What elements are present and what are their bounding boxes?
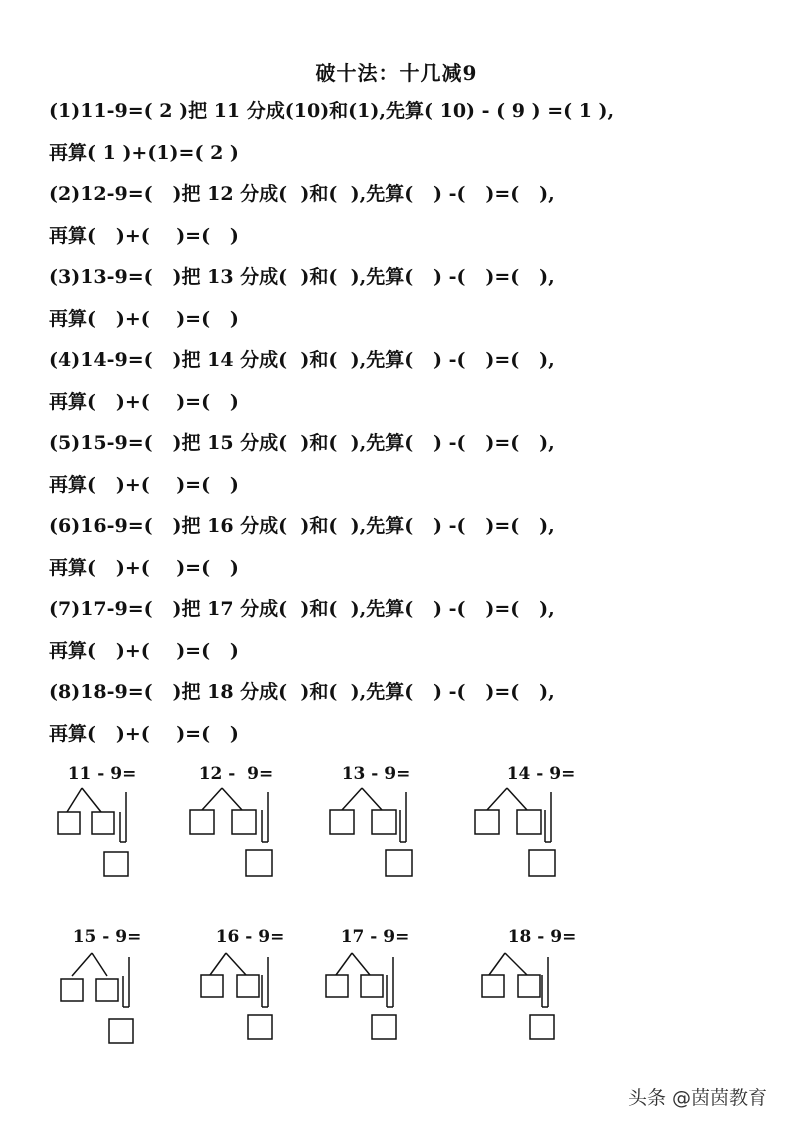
answer-box[interactable] xyxy=(201,975,223,997)
diagram-expression: 15 - 9= xyxy=(72,927,142,947)
diagram-drawing xyxy=(42,764,182,894)
diagram-drawing xyxy=(316,764,456,894)
answer-box[interactable] xyxy=(326,975,348,997)
exercise-1-line-2: 再算( 1 )+(1)=( 2 ) xyxy=(49,142,239,164)
exercise-8-line-2: 再算( )+( )=( ) xyxy=(49,723,239,745)
answer-box[interactable] xyxy=(475,810,499,834)
decomposition-diagram xyxy=(315,927,455,1057)
exercise-1-line-1: (1)11-9=( 2 )把 11 分成(10)和(1),先算( 10) - ( 9 ) =( 1 ), xyxy=(49,100,615,122)
diagram-expression: 11 - 9= xyxy=(67,764,137,784)
diagram-expression: 18 - 9= xyxy=(507,927,577,947)
answer-box[interactable] xyxy=(58,812,80,834)
exercise-6-line-1: (6)16-9=( )把 16 分成( )和( ),先算( ) -( )=( ), xyxy=(49,515,555,537)
answer-box[interactable] xyxy=(61,979,83,1001)
answer-box[interactable] xyxy=(530,1015,554,1039)
exercise-8-line-1: (8)18-9=( )把 18 分成( )和( ),先算( ) -( )=( ), xyxy=(49,681,555,703)
answer-box[interactable] xyxy=(518,975,540,997)
diagram-drawing xyxy=(176,764,316,894)
answer-box[interactable] xyxy=(330,810,354,834)
exercise-2-line-1: (2)12-9=( )把 12 分成( )和( ),先算( ) -( )=( ), xyxy=(49,183,555,205)
exercise-7-line-2: 再算( )+( )=( ) xyxy=(49,640,239,662)
answer-box[interactable] xyxy=(96,979,118,1001)
answer-box[interactable] xyxy=(361,975,383,997)
answer-box[interactable] xyxy=(248,1015,272,1039)
answer-box[interactable] xyxy=(246,850,272,876)
answer-box[interactable] xyxy=(190,810,214,834)
answer-box[interactable] xyxy=(109,1019,133,1043)
decomposition-diagram xyxy=(468,927,608,1057)
answer-box[interactable] xyxy=(386,850,412,876)
answer-box[interactable] xyxy=(92,812,114,834)
decomposition-diagram xyxy=(190,927,330,1057)
answer-box[interactable] xyxy=(372,810,396,834)
exercise-4-line-2: 再算( )+( )=( ) xyxy=(49,391,239,413)
answer-box[interactable] xyxy=(372,1015,396,1039)
watermark: 头条 @茵茵教育 xyxy=(628,1087,768,1109)
diagram-expression: 17 - 9= xyxy=(340,927,410,947)
answer-box[interactable] xyxy=(529,850,555,876)
decomposition-diagram xyxy=(461,764,601,894)
page-title: 破十法：十几减9 xyxy=(315,61,478,85)
exercise-6-line-2: 再算( )+( )=( ) xyxy=(49,557,239,579)
decomposition-diagram xyxy=(47,927,187,1057)
answer-box[interactable] xyxy=(237,975,259,997)
exercise-3-line-2: 再算( )+( )=( ) xyxy=(49,308,239,330)
decomposition-diagram xyxy=(42,764,182,894)
diagram-drawing xyxy=(461,764,601,894)
diagram-drawing xyxy=(47,927,187,1057)
exercise-5-line-2: 再算( )+( )=( ) xyxy=(49,474,239,496)
answer-box[interactable] xyxy=(104,852,128,876)
exercise-2-line-2: 再算( )+( )=( ) xyxy=(49,225,239,247)
diagram-expression: 16 - 9= xyxy=(215,927,285,947)
diagram-drawing xyxy=(190,927,330,1057)
decomposition-diagram xyxy=(316,764,456,894)
exercise-3-line-1: (3)13-9=( )把 13 分成( )和( ),先算( ) -( )=( ), xyxy=(49,266,555,288)
diagram-drawing xyxy=(315,927,455,1057)
exercise-7-line-1: (7)17-9=( )把 17 分成( )和( ),先算( ) -( )=( ), xyxy=(49,598,555,620)
exercise-5-line-1: (5)15-9=( )把 15 分成( )和( ),先算( ) -( )=( ), xyxy=(49,432,555,454)
answer-box[interactable] xyxy=(517,810,541,834)
diagram-drawing xyxy=(468,927,608,1057)
decomposition-diagram xyxy=(176,764,316,894)
answer-box[interactable] xyxy=(232,810,256,834)
exercise-4-line-1: (4)14-9=( )把 14 分成( )和( ),先算( ) -( )=( ), xyxy=(49,349,555,371)
diagram-expression: 14 - 9= xyxy=(506,764,576,784)
diagram-expression: 13 - 9= xyxy=(341,764,411,784)
diagram-expression: 12 - 9= xyxy=(198,764,274,784)
answer-box[interactable] xyxy=(482,975,504,997)
